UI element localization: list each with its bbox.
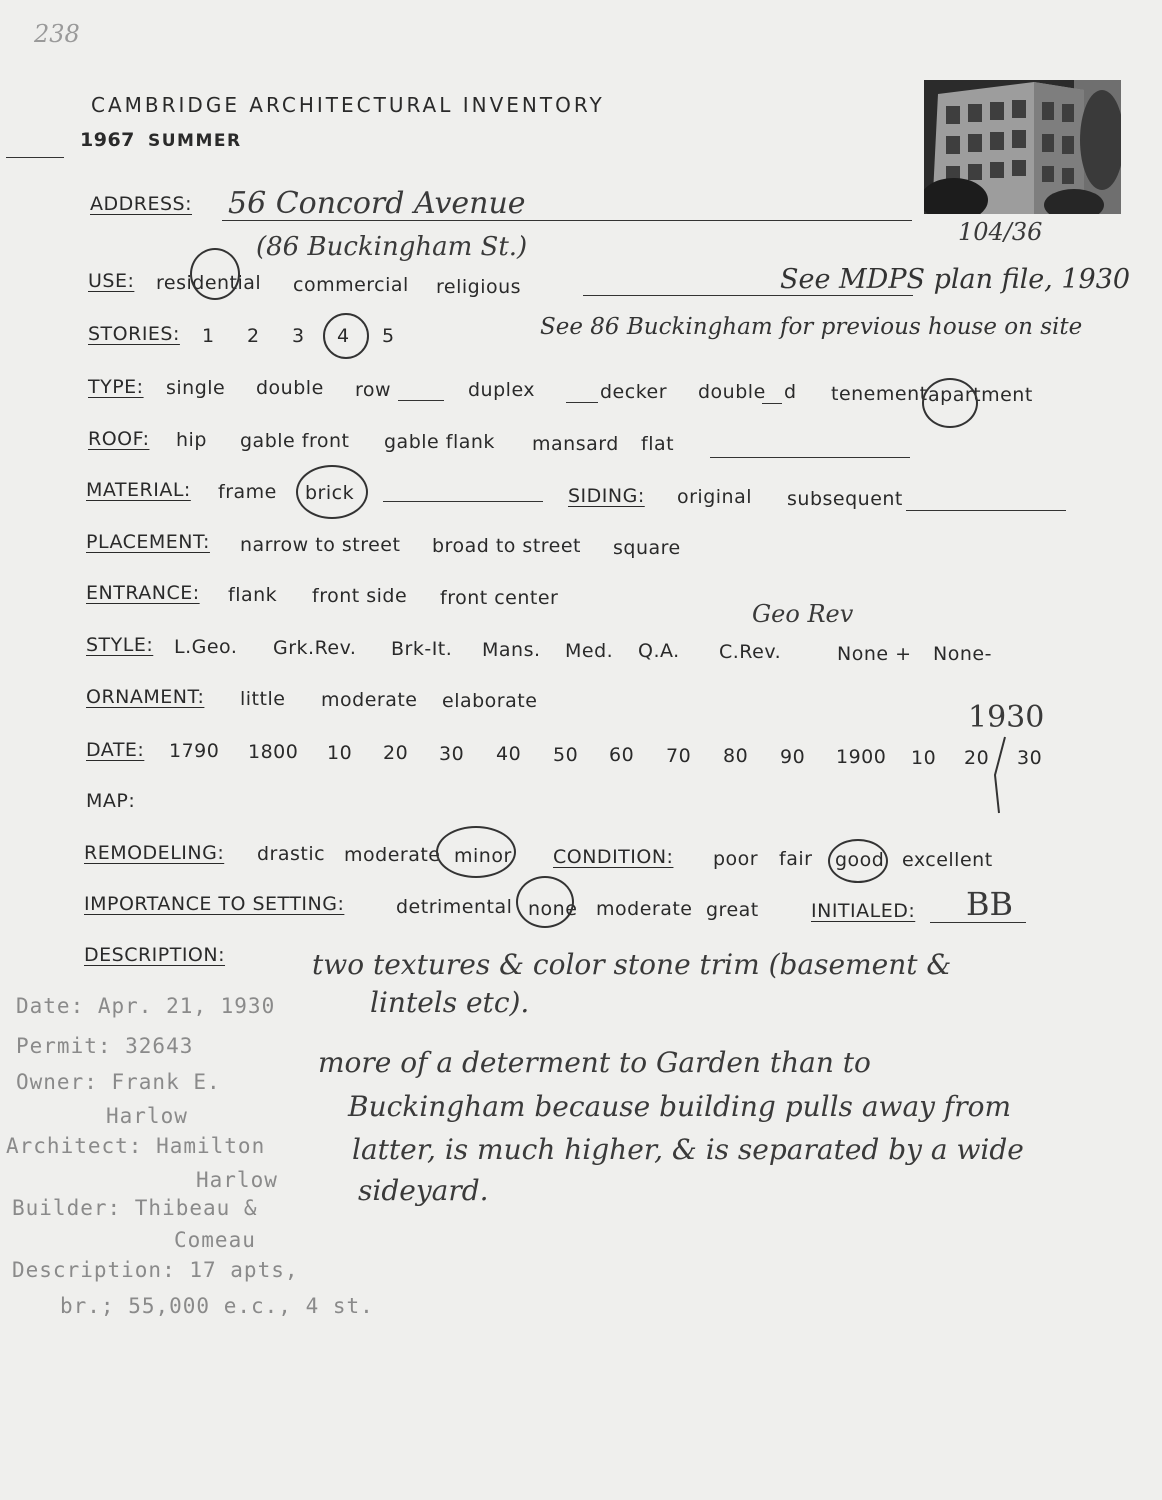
initialed-underline <box>930 922 1026 923</box>
placement-option-square[interactable]: square <box>613 537 681 559</box>
material-option-brick[interactable]: brick <box>305 482 355 504</box>
type-selection-circle <box>922 378 978 428</box>
entrance-option-front-center[interactable]: front center <box>440 587 559 609</box>
importance-option-moderate[interactable]: moderate <box>596 898 693 920</box>
use-note: See MDPS plan file, 1930 <box>780 264 1131 295</box>
roof-blank <box>710 457 910 458</box>
use-option-commercial[interactable]: commercial <box>293 274 409 296</box>
entrance-option-flank[interactable]: flank <box>228 584 278 606</box>
date-mark-line <box>985 735 1015 815</box>
use-blank <box>583 295 913 296</box>
date-option-1890[interactable]: 90 <box>780 746 806 768</box>
permit-note-description-2: br.; 55,000 e.c., 4 st. <box>60 1294 374 1318</box>
date-note: 1930 <box>968 700 1045 735</box>
stories-option-4[interactable]: 4 <box>337 325 350 347</box>
use-option-residential[interactable]: residential <box>156 272 262 294</box>
permit-note-architect-2: Harlow <box>196 1168 278 1192</box>
importance-option-none[interactable]: none <box>528 898 578 920</box>
stories-label: STORIES: <box>88 323 180 345</box>
use-label: USE: <box>88 270 135 292</box>
siding-option-original[interactable]: original <box>677 486 753 508</box>
description-line-1: two textures & color stone trim (basement & <box>312 948 952 981</box>
style-option-crev[interactable]: C.Rev. <box>719 641 782 663</box>
date-option-1870[interactable]: 70 <box>666 745 692 767</box>
address-label: ADDRESS: <box>90 193 192 215</box>
roof-label: ROOF: <box>88 428 150 450</box>
material-blank <box>383 501 543 502</box>
stories-option-5[interactable]: 5 <box>382 325 395 347</box>
style-note: Geo Rev <box>752 600 854 628</box>
date-option-1900[interactable]: 1900 <box>836 746 887 768</box>
date-option-1850[interactable]: 50 <box>553 744 579 766</box>
stories-option-1[interactable]: 1 <box>202 325 215 347</box>
description-line-2: lintels etc). <box>370 986 530 1019</box>
permit-note-permit: Permit: 32643 <box>16 1034 194 1058</box>
permit-note-owner-2: Harlow <box>106 1104 188 1128</box>
description-line-6: sideyard. <box>358 1174 489 1207</box>
date-option-1880[interactable]: 80 <box>723 745 749 767</box>
date-option-1810[interactable]: 10 <box>327 742 353 764</box>
photo-caption: 104/36 <box>958 218 1043 246</box>
date-option-1860[interactable]: 60 <box>609 744 635 766</box>
style-label: STYLE: <box>86 634 154 656</box>
type-label: TYPE: <box>88 376 144 398</box>
condition-selection-circle <box>828 839 888 883</box>
permit-note-date: Date: Apr. 21, 1930 <box>16 994 276 1018</box>
form-year: 1967 <box>80 129 135 151</box>
date-option-1800[interactable]: 1800 <box>248 741 299 763</box>
type-option-row[interactable]: row <box>355 379 392 401</box>
roof-option-gable-flank[interactable]: gable flank <box>384 431 495 453</box>
description-line-4: Buckingham because building pulls away from <box>348 1090 1012 1123</box>
description-line-3: more of a determent to Garden than to <box>318 1046 871 1079</box>
importance-label: IMPORTANCE TO SETTING: <box>84 893 345 915</box>
style-option-none-plus[interactable]: None + <box>837 643 912 665</box>
address-underline <box>222 220 912 221</box>
permit-note-builder: Builder: Thibeau & <box>12 1196 258 1220</box>
date-option-1830[interactable]: 30 <box>439 743 465 765</box>
material-selection-circle <box>296 465 368 519</box>
style-option-med[interactable]: Med. <box>565 640 614 662</box>
type-option-single[interactable]: single <box>166 377 226 399</box>
initialed-value: BB <box>966 885 1014 923</box>
condition-label: CONDITION: <box>553 846 674 868</box>
roof-option-gable-front[interactable]: gable front <box>240 430 350 452</box>
importance-selection-circle <box>516 876 574 928</box>
entrance-label: ENTRANCE: <box>86 582 200 604</box>
style-option-lgeo[interactable]: L.Geo. <box>174 636 238 658</box>
permit-note-owner: Owner: Frank E. <box>16 1070 221 1094</box>
address-alt: (86 Buckingham St.) <box>256 232 528 262</box>
type-option-duplex[interactable]: duplex <box>468 379 536 401</box>
remodeling-label: REMODELING: <box>84 842 225 864</box>
description-label: DESCRIPTION: <box>84 944 226 966</box>
condition-option-fair[interactable]: fair <box>779 848 813 870</box>
stories-option-3[interactable]: 3 <box>292 325 305 347</box>
header-dash <box>6 157 64 158</box>
date-option-1910[interactable]: 10 <box>911 747 937 769</box>
siding-label: SIDING: <box>568 485 645 507</box>
ornament-option-moderate[interactable]: moderate <box>321 689 418 711</box>
entrance-option-front-side[interactable]: front side <box>312 585 408 607</box>
stories-note: See 86 Buckingham for previous house on site <box>540 314 1083 340</box>
condition-option-excellent[interactable]: excellent <box>902 849 993 871</box>
form-season: SUMMER <box>148 131 242 151</box>
remodeling-selection-circle <box>436 826 516 878</box>
corner-note: 238 <box>34 20 80 48</box>
type-decker-blank <box>566 402 598 403</box>
siding-option-subsequent[interactable]: subsequent <box>787 488 903 510</box>
date-option-1790[interactable]: 1790 <box>169 740 220 762</box>
date-option-1840[interactable]: 40 <box>496 743 522 765</box>
style-option-mans[interactable]: Mans. <box>482 639 541 661</box>
siding-blank <box>906 510 1066 511</box>
ornament-label: ORNAMENT: <box>86 686 205 708</box>
form-title: CAMBRIDGE ARCHITECTURAL INVENTORY <box>91 93 605 117</box>
roof-option-hip[interactable]: hip <box>176 429 207 451</box>
initialed-label: INITIALED: <box>811 900 916 922</box>
material-option-frame[interactable]: frame <box>218 481 277 503</box>
style-option-qa[interactable]: Q.A. <box>638 640 680 662</box>
stories-selection-circle <box>323 313 369 359</box>
condition-option-poor[interactable]: poor <box>713 848 759 870</box>
condition-option-good[interactable]: good <box>835 849 885 871</box>
remodeling-option-minor[interactable]: minor <box>454 845 512 867</box>
placement-label: PLACEMENT: <box>86 531 210 553</box>
use-option-religious[interactable]: religious <box>436 276 522 298</box>
type-option-double[interactable]: double <box>256 377 324 399</box>
type-option-d[interactable]: d <box>784 381 797 403</box>
style-option-grkrev[interactable]: Grk.Rev. <box>273 637 357 659</box>
roof-option-flat[interactable]: flat <box>641 433 675 455</box>
date-option-1930[interactable]: 30 <box>1017 747 1043 769</box>
ornament-option-elaborate[interactable]: elaborate <box>442 690 538 712</box>
date-option-1820[interactable]: 20 <box>383 742 409 764</box>
stories-option-2[interactable]: 2 <box>247 325 260 347</box>
ornament-option-little[interactable]: little <box>240 688 286 710</box>
permit-note-architect: Architect: Hamilton <box>6 1134 266 1158</box>
importance-option-great[interactable]: great <box>706 899 759 921</box>
address-value: 56 Concord Avenue <box>228 186 526 221</box>
type-option-double-d[interactable]: double <box>698 381 766 403</box>
permit-note-description: Description: 17 apts, <box>12 1258 299 1282</box>
type-option-tenement[interactable]: tenement <box>831 383 928 405</box>
placement-option-broad[interactable]: broad to street <box>432 535 582 557</box>
roof-option-mansard[interactable]: mansard <box>532 433 619 455</box>
building-photo <box>924 80 1121 214</box>
map-label: MAP: <box>86 790 136 812</box>
date-label: DATE: <box>86 739 145 761</box>
material-label: MATERIAL: <box>86 479 191 501</box>
permit-note-builder-2: Comeau <box>174 1228 256 1252</box>
remodeling-option-moderate[interactable]: moderate <box>344 844 441 866</box>
type-option-decker[interactable]: decker <box>600 381 668 403</box>
type-row-blank <box>398 400 444 401</box>
style-option-brkit[interactable]: Brk-It. <box>391 638 453 660</box>
style-option-none-minus[interactable]: None- <box>933 643 992 665</box>
description-line-5: latter, is much higher, & is separated by a wide <box>352 1133 1024 1166</box>
date-option-1920[interactable]: 20 <box>964 747 990 769</box>
type-double-d-blank <box>762 403 782 404</box>
remodeling-option-drastic[interactable]: drastic <box>257 843 326 865</box>
type-option-apartment[interactable]: apartment <box>928 384 1033 406</box>
importance-option-detrimental[interactable]: detrimental <box>396 896 513 918</box>
placement-option-narrow[interactable]: narrow to street <box>240 534 401 556</box>
use-selection-circle <box>190 248 240 300</box>
